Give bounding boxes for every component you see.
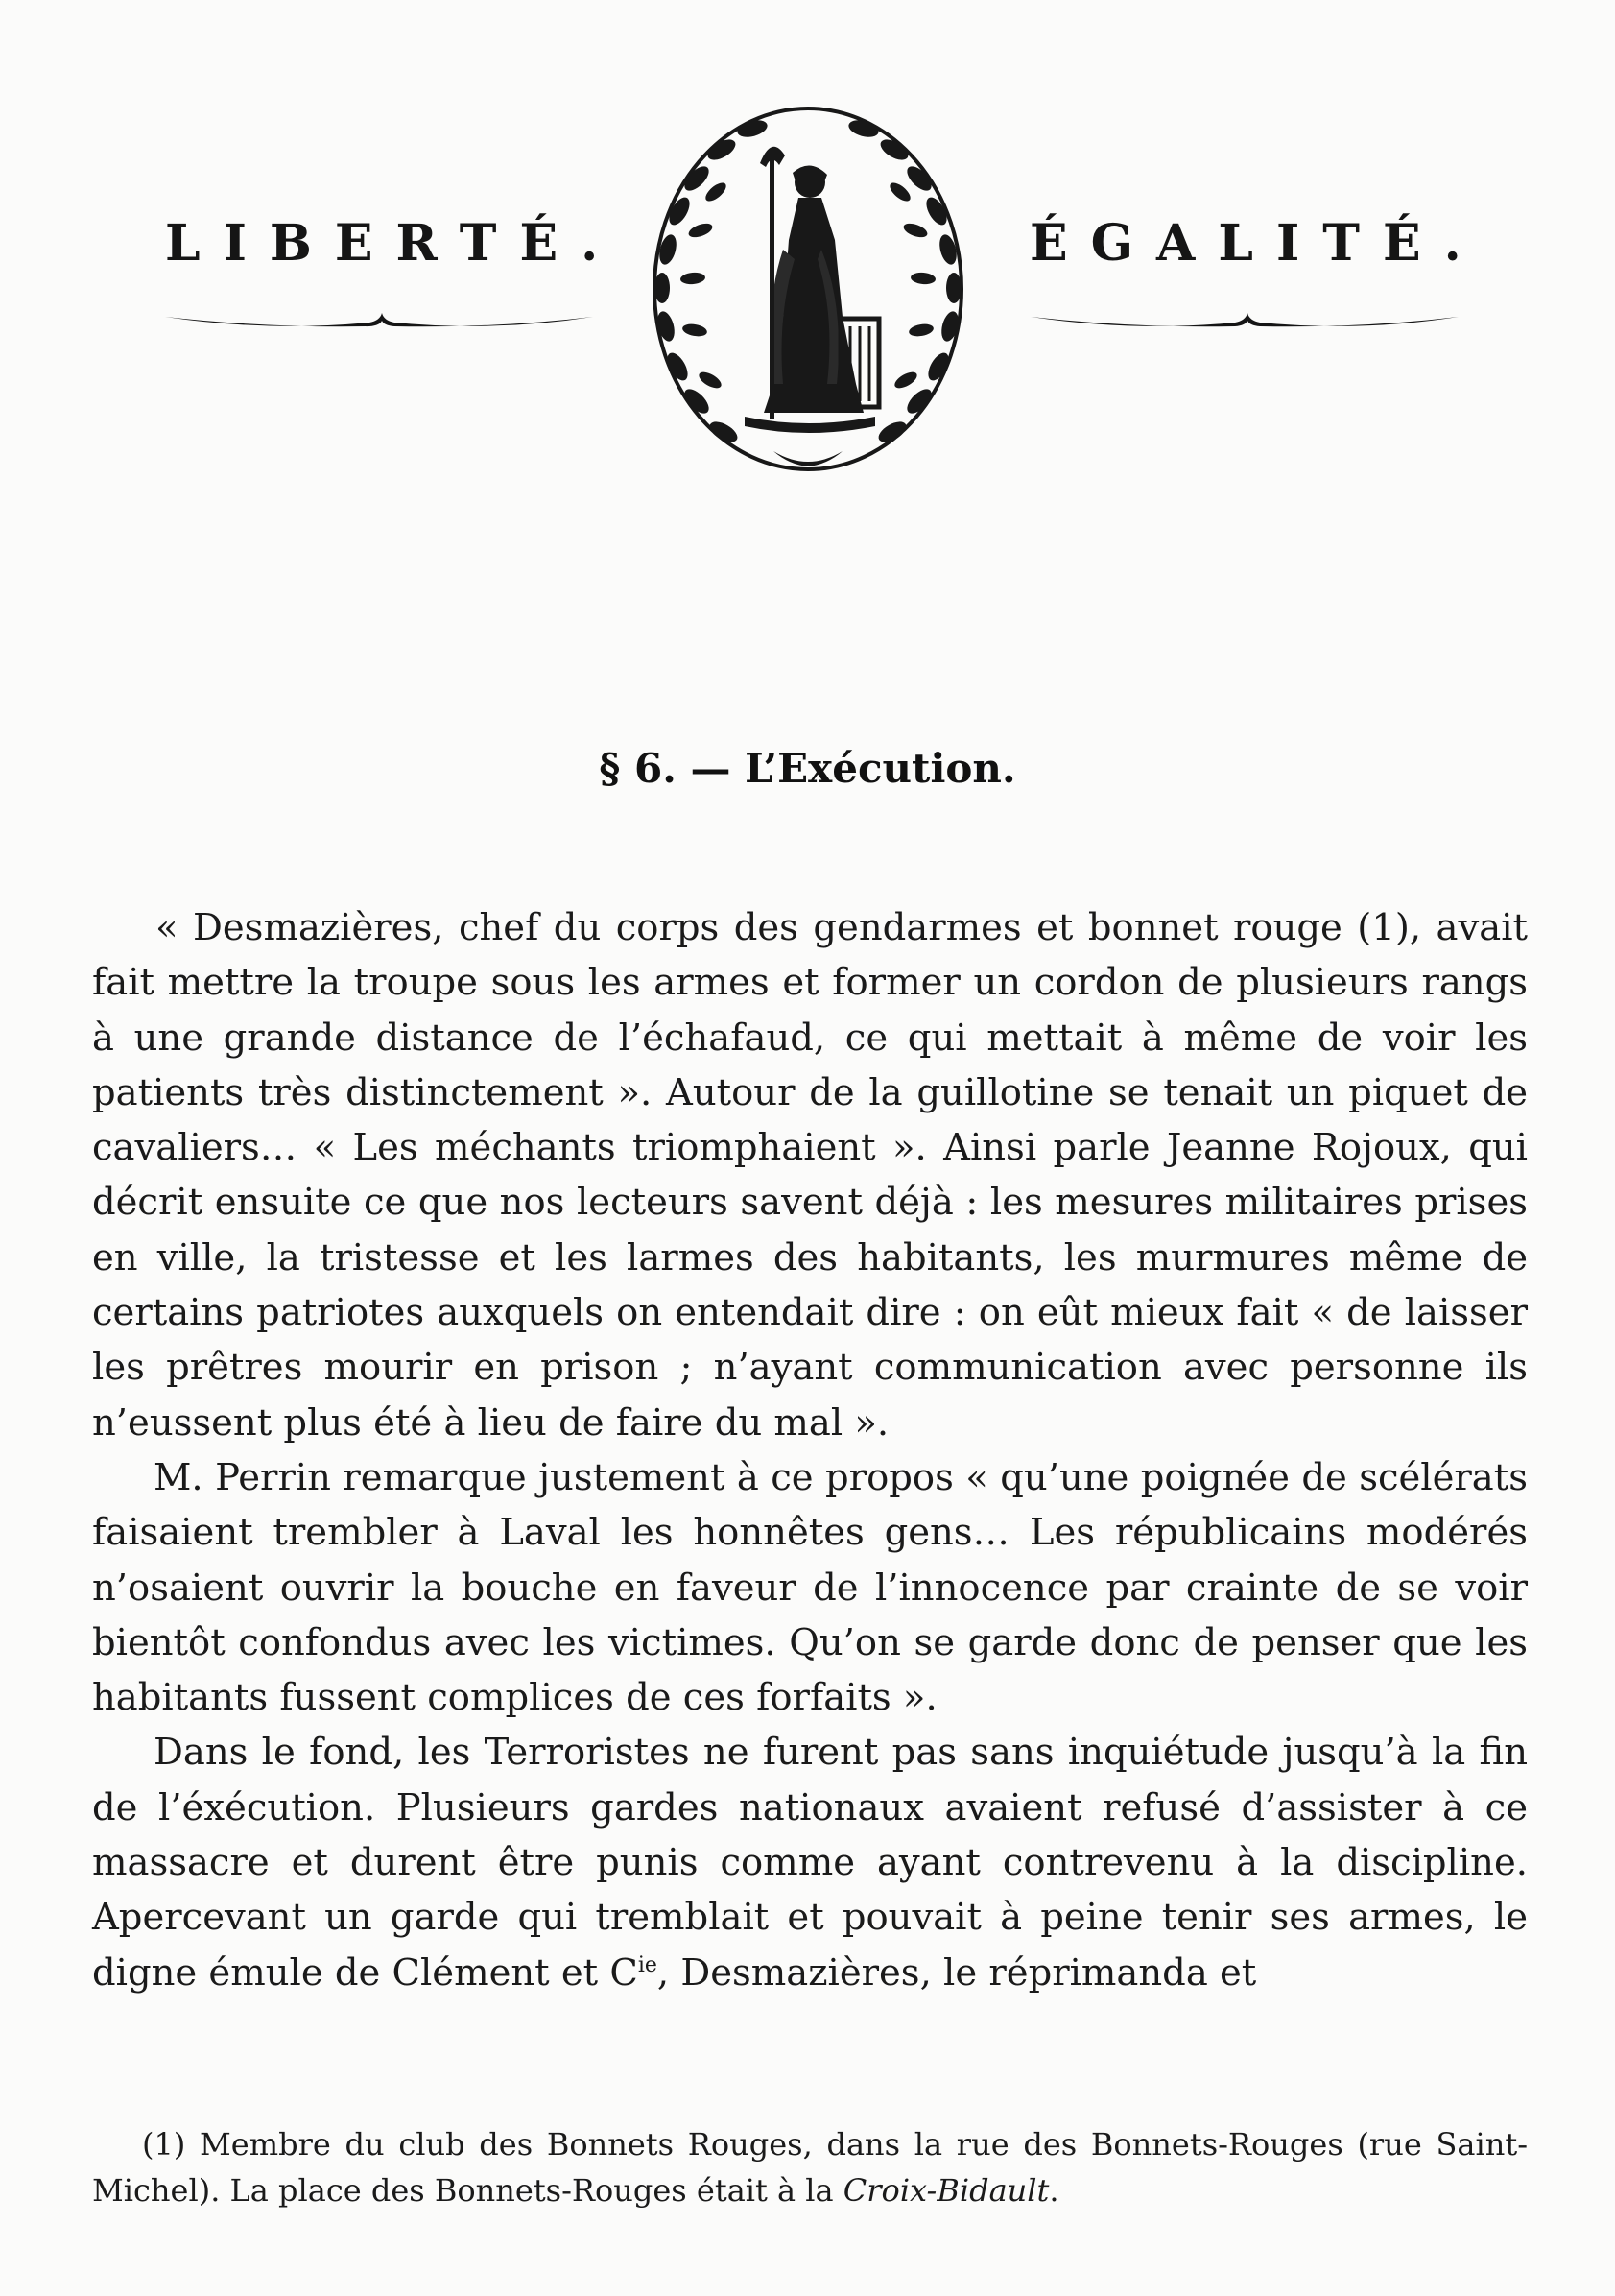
body-text (92, 900, 1528, 2000)
paragraph-3-superscript: ie (637, 1952, 657, 1977)
paragraph-1: « Desmazières, chef du corps des gendarmes et bonnet rouge (1), avait fait mettre la troupe sous les armes et former un cordon de plusieurs rangs à une grande distance de l’échafaud, ce qui mettait à même de voir les patients très distinctement ». Autour de la guillotine se tenait un piquet de cavaliers… « Les méchants triomphaient ». Ainsi parle Jeanne Rojoux, qui décrit ensuite ce que nos lecteurs savent déjà : les mesures militaires prises en ville, la tristesse et les larmes des habitants, les murmures même de certains patriotes auxquels on entendait dire : on eût mieux fait « de laisser les prêtres mourir en prison ; n’ayant communication avec personne ils n’eussent plus été à lieu de faire du mal ». (92, 906, 1528, 1445)
paragraph-3 (92, 1725, 1528, 1999)
paragraph-3-text-start: Dans le fond, les Terroristes ne furent pas sans inquiétude jusqu’à la fin de l’éxécution. Plusieurs gardes nationaux avaient refusé d’assister à ce massacre et durent être punis comme ayant contrevenu à la discipline. Apercevant un garde qui tremblait et pouvait à peine tenir ses armes, le digne émule de Clément et C (92, 1731, 1528, 1995)
motto-egalite: ÉGALITÉ. (1030, 214, 1484, 273)
footnote-text-end: . (1049, 2172, 1059, 2209)
flourish-right-ornament (1029, 309, 1461, 330)
liberty-vignette (639, 96, 977, 482)
section-heading: § 6. — L’Exécution. (599, 745, 1016, 792)
motto-liberte: LIBERTÉ. (165, 214, 622, 273)
footnote-1 (92, 2121, 1528, 2213)
paragraph-2: M. Perrin remarque justement à ce propos « qu’une poignée de scélérats faisaient trembler à Laval les honnêtes gens… Les républicains modérés n’osaient ouvrir la bouche en faveur de l’innocence par crainte de se voir bientôt confondus avec les victimes. Qu’on se garde donc de penser que les habitants fussent complices de ces forfaits ». (92, 1455, 1528, 1720)
paragraph-3-text-end: , Desmazières, le réprimanda et (656, 1950, 1257, 1995)
footnote (92, 2121, 1528, 2213)
footnote-italic-place: Croix-Bidault (843, 2172, 1050, 2209)
footnote-text-start: (1) Membre du club des Bonnets Rouges, dans la rue des Bonnets-Rouges (rue Saint-Michel). La place des Bonnets-Rouges était à la (92, 2126, 1528, 2209)
flourish-left-ornament (163, 309, 595, 330)
